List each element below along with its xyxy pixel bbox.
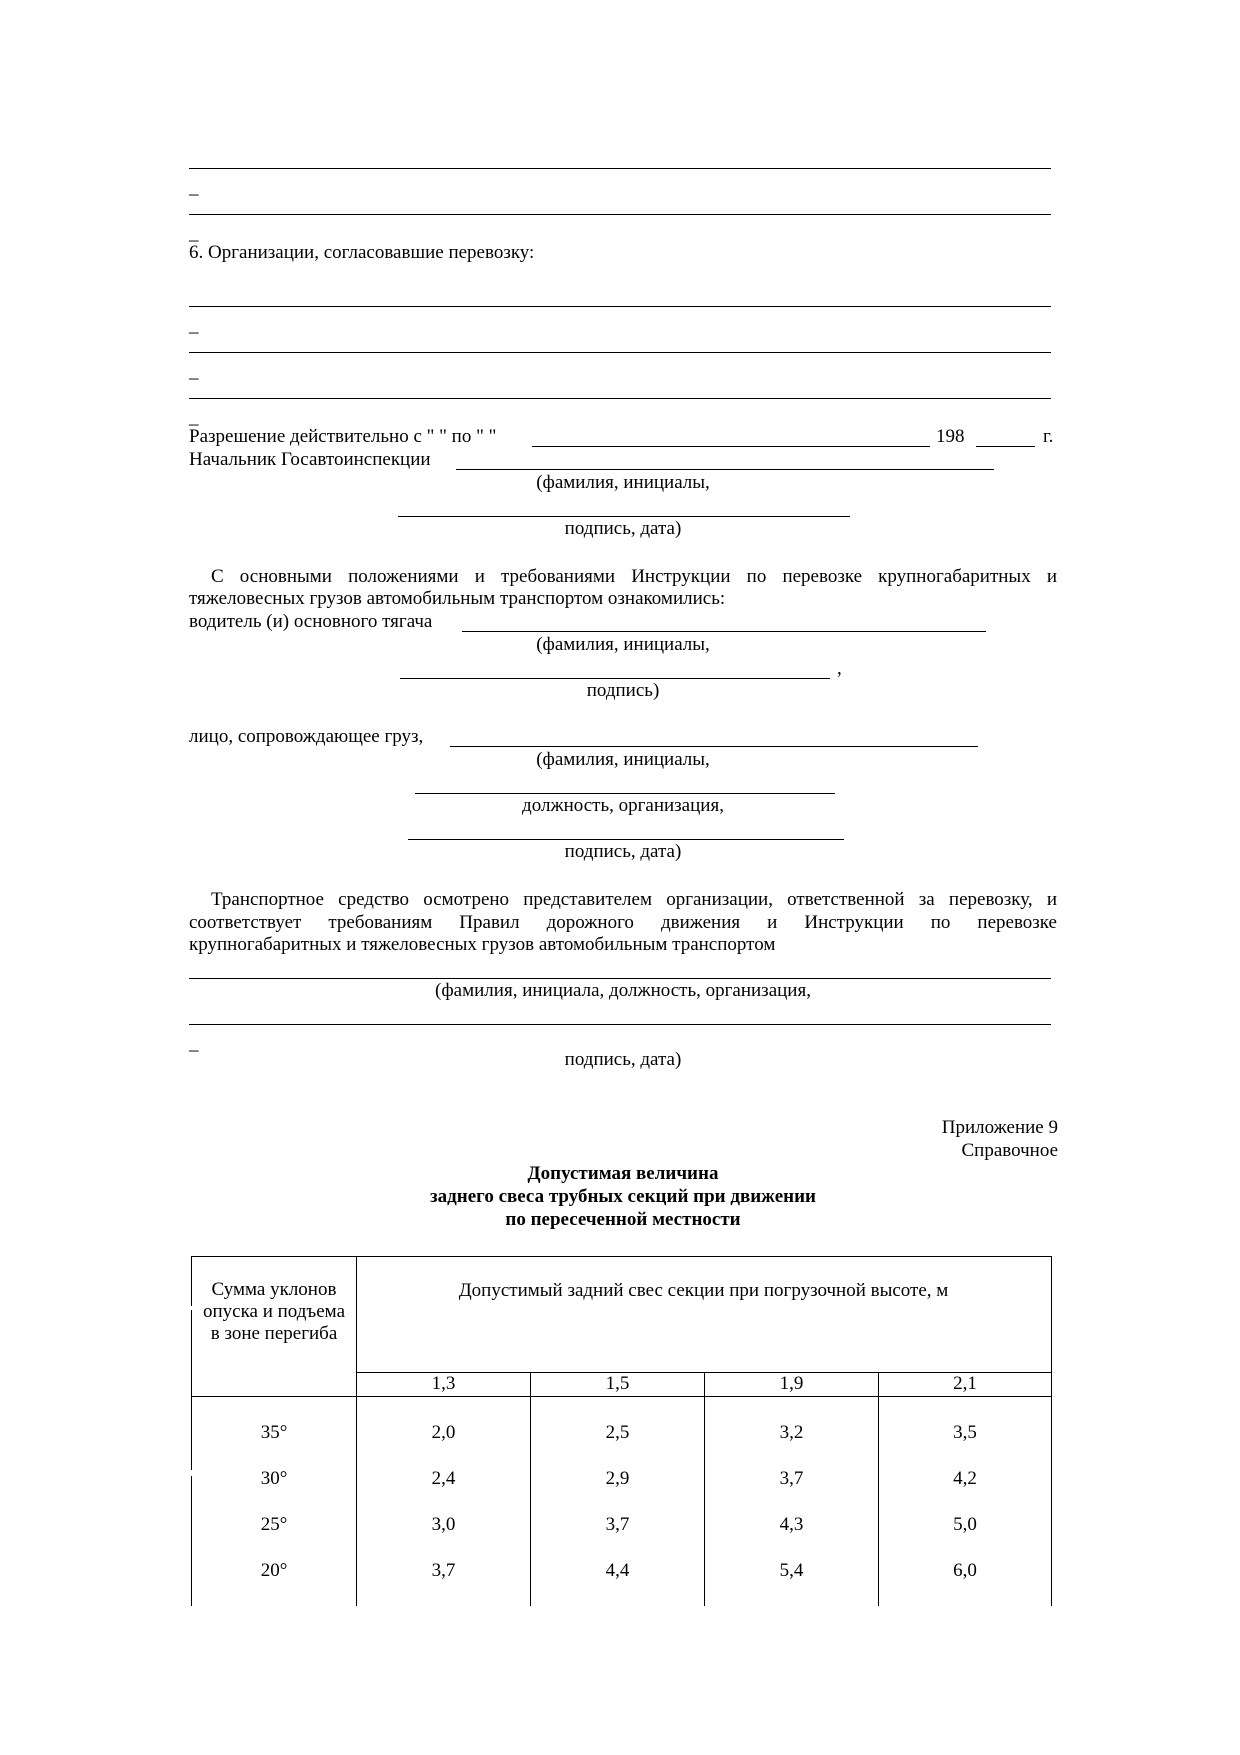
permit-validity-label: Разрешение действительно с " " по " " [189, 426, 497, 447]
escort-position-line [415, 793, 835, 794]
chief-hint-name: (фамилия, инициалы, [536, 472, 710, 493]
table-rule-left [191, 1476, 192, 1606]
appendix-kind: Справочное [961, 1140, 1058, 1161]
table-cell: 3,7 [779, 1468, 804, 1489]
table-cell: 3,2 [779, 1422, 804, 1443]
blank-line [189, 398, 1051, 399]
table-cell: 4,2 [953, 1468, 977, 1489]
table-rule-left [191, 1310, 192, 1470]
escort-label: лицо, сопровождающее груз, [189, 726, 424, 747]
table-cell: 6,0 [953, 1560, 977, 1581]
table-rule-right [1051, 1256, 1052, 1606]
chief-hint-sign: подпись, дата) [564, 518, 682, 539]
table-cell: 2,0 [431, 1422, 456, 1443]
driver-label: водитель (и) основного тягача [189, 611, 433, 632]
table-cell: 3,5 [953, 1422, 977, 1443]
familiarized-paragraph [189, 565, 1057, 588]
driver-name-line [462, 631, 986, 632]
blank-line [189, 352, 1051, 353]
permit-year-prefix: 198 [936, 426, 965, 447]
table-header-overhang: Допустимый задний свес секции при погрузочной высоте, м [458, 1280, 949, 1301]
chief-label: Начальник Госавтоинспекции [189, 449, 431, 470]
escort-sign-line [408, 839, 844, 840]
familiarized-line-1: С основными положениями и требованиями Инструкции по перевозке крупногабаритных и [211, 566, 1057, 587]
table-cell: 3,7 [431, 1560, 456, 1581]
dash-mark: _ [189, 407, 199, 428]
table-header-height: 1,5 [605, 1373, 630, 1394]
blank-line [189, 214, 1051, 215]
appendix-title-2: заднего свеса трубных секций при движении [430, 1186, 816, 1207]
table-row-angle: 35° [260, 1422, 288, 1443]
driver-hint-name: (фамилия, инициалы, [536, 634, 710, 655]
appendix-title-1: Допустимая величина [527, 1163, 719, 1184]
dash-mark: _ [189, 361, 199, 382]
table-header-height: 2,1 [953, 1373, 977, 1394]
table-row-angle: 30° [260, 1468, 288, 1489]
appendix-title-3: по пересеченной местности [505, 1209, 741, 1230]
inspection-line-1: Транспортное средство осмотрено представителем организации, ответственной за перевозку, и [211, 889, 1057, 910]
appendix-number: Приложение 9 [941, 1117, 1058, 1138]
section-6-title: 6. Организации, согласовавшие перевозку: [189, 242, 535, 263]
table-cell: 4,3 [779, 1514, 804, 1535]
dash-mark: _ [189, 315, 199, 336]
driver-comma: , [837, 658, 842, 679]
escort-name-line [450, 746, 978, 747]
table-cell: 2,4 [431, 1468, 456, 1489]
dash-mark: _ [189, 1033, 199, 1054]
table-rule-left [191, 1256, 192, 1306]
inspection-line-2: соответствует требованиям Правил дорожного движения и Инструкции по перевозке [189, 912, 1057, 933]
inspection-name-line [189, 978, 1051, 979]
table-cell: 3,7 [605, 1514, 630, 1535]
blank-line [189, 306, 1051, 307]
permit-year-line [976, 446, 1035, 447]
chief-sign-line [398, 516, 850, 517]
driver-sign-line [400, 678, 830, 679]
escort-hint-sign: подпись, дата) [564, 841, 682, 862]
familiarized-line-2: тяжеловесных грузов автомобильным транспортом ознакомились: [189, 588, 726, 609]
table-cell: 3,0 [431, 1514, 456, 1535]
table-rule-top [191, 1256, 1051, 1257]
table-header-height: 1,3 [431, 1373, 456, 1394]
table-cell: 4,4 [605, 1560, 630, 1581]
table-cell: 2,5 [605, 1422, 630, 1443]
escort-hint-position: должность, организация, [522, 795, 724, 816]
table-header-height: 1,9 [779, 1373, 804, 1394]
inspection-sign-line [189, 1024, 1051, 1025]
table-row-angle: 20° [260, 1560, 288, 1581]
dash-mark: _ [189, 177, 199, 198]
escort-hint-name: (фамилия, инициалы, [536, 749, 710, 770]
inspection-line-3: крупногабаритных и тяжеловесных грузов автомобильным транспортом [189, 934, 776, 955]
table-cell: 2,9 [605, 1468, 630, 1489]
inspection-hint-sign: подпись, дата) [564, 1049, 682, 1070]
permit-date-line [532, 446, 930, 447]
blank-line [189, 168, 1051, 169]
driver-hint-sign: подпись) [586, 680, 660, 701]
dash-mark: _ [189, 223, 199, 244]
permit-year-suffix: г. [1043, 426, 1054, 447]
inspection-hint-name: (фамилия, инициала, должность, организация, [435, 980, 811, 1001]
chief-signature-line [456, 469, 994, 470]
table-cell: 5,0 [953, 1514, 977, 1535]
table-header-slope-sum: Сумма уклонов опуска и подъема в зоне перегиба [202, 1279, 346, 1344]
table-row-angle: 25° [260, 1514, 288, 1535]
table-rule-header-bottom [191, 1396, 1051, 1397]
table-cell: 5,4 [779, 1560, 804, 1581]
inspection-paragraph [189, 888, 1057, 934]
